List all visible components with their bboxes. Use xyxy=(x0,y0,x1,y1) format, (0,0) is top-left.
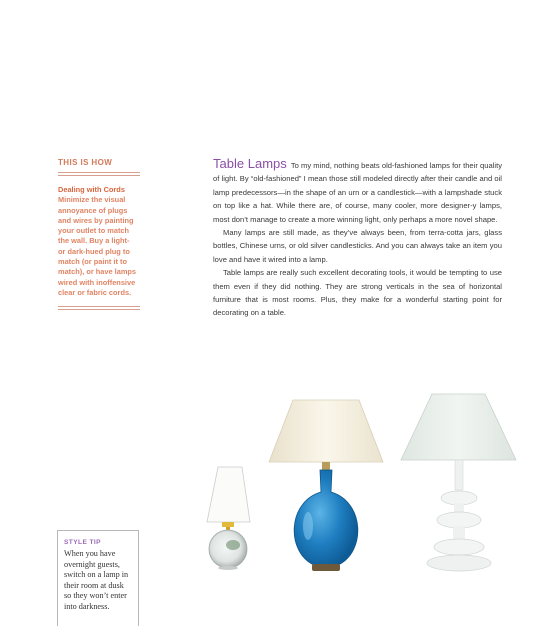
paragraph-3: Table lamps are really such excellent decorating tools, it would be tempting to use them even if they did nothing. They are strong verticals in the sea of horizontal furniture that is most rooms. Plus, they make for a wonderful starting point for decorating on a table. xyxy=(213,268,502,318)
sidebar-line: match), or have lamps xyxy=(58,267,137,277)
style-tip-title: STYLE TIP xyxy=(64,539,101,546)
style-tip-line: When you have xyxy=(64,549,116,558)
paragraph-1-text: To my mind, nothing beats old-fashioned lamps for their quality of light. By “old-fashioned” I mean those still modeled directly after their candle and oil lamp predecessors—in the shape of an urn or a candlestick—with a lampshade stuck on top like a hat. While there are, of course, many cooler, more designer-y lamps, most don’t manage to create a more winning light, only perhaps a more novel shape. xyxy=(213,161,502,224)
style-tip-body xyxy=(64,549,132,612)
sidebar-line: Minimize the visual xyxy=(58,195,126,205)
sidebar-line: and wires by painting xyxy=(58,215,134,225)
sidebar-this-is-how xyxy=(58,158,140,310)
sidebar-line: or dark-hued plug to xyxy=(58,246,130,256)
sidebar-line: your outlet to match xyxy=(58,226,130,236)
main-article xyxy=(213,157,502,320)
style-tip-box xyxy=(57,530,139,626)
sidebar-title: THIS IS HOW xyxy=(58,158,113,167)
small-glass-lamp xyxy=(207,467,250,570)
sidebar-top-rule xyxy=(58,172,140,176)
white-candlestick-lamp xyxy=(401,394,516,571)
sidebar-line: wired with inoffensive xyxy=(58,277,136,287)
style-tip-line: their room at dusk xyxy=(64,580,124,590)
article-title: Table Lamps xyxy=(213,156,287,171)
sidebar-line: annoyance of plugs xyxy=(58,205,128,215)
sidebar-heading: Dealing with Cords xyxy=(58,185,125,194)
style-tip-line: switch on a lamp in xyxy=(64,570,129,579)
lamps-illustration xyxy=(170,380,530,590)
sidebar-line: match (or paint it to xyxy=(58,257,127,267)
paragraph-1 xyxy=(213,157,502,226)
sidebar-bottom-rule xyxy=(58,306,140,310)
sidebar-body xyxy=(58,195,140,298)
blue-jar-lamp xyxy=(269,400,383,571)
paragraph-2: Many lamps are still made, as they’ve always been, from terra-cotta jars, glass bottles, Chinese urns, or old silver candlesticks. And you can always take an item you love and have it wired into a lamp. xyxy=(213,228,502,264)
style-tip-line: into darkness. xyxy=(64,601,110,611)
sidebar-line: the wall. Buy a light- xyxy=(58,236,130,246)
sidebar-line: clear or fabric cords. xyxy=(58,287,132,297)
style-tip-line: overnight guests, xyxy=(64,559,120,569)
style-tip-line: so they won’t enter xyxy=(64,591,127,600)
